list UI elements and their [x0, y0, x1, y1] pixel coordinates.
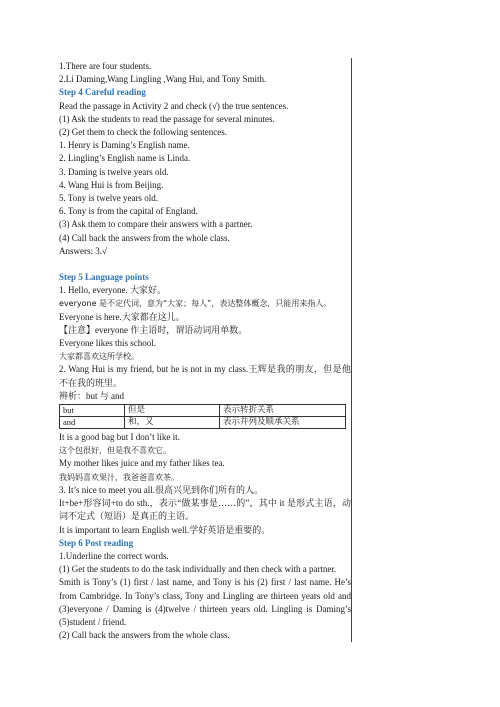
step5-line: 辨析：but 与 and — [59, 390, 124, 401]
step6-line: (2) Call back the answers from the whole class. — [59, 630, 230, 641]
step6-line: 1.Underline the correct words. — [59, 550, 169, 561]
step4-line: 2. Lingling’s English name is Linda. — [59, 153, 191, 164]
step5-heading: Step 5 Language points — [59, 272, 149, 283]
table-cell: 但是 — [125, 405, 220, 417]
step6-line: (1) Get the students to do the task individually and then check with a partner. — [59, 564, 337, 575]
step4-line: Read the passage in Activity 2 and check (√) the true sentences. — [59, 100, 289, 111]
but-and-table — [59, 404, 346, 429]
answer-line-1: 1.There are four students. — [59, 61, 152, 71]
step4-line: (3) Ask them to compare their answers with a partner. — [59, 219, 253, 230]
step5-line: It is a good bag but I don’t like it. — [59, 432, 180, 443]
step4-line: 3. Daming is twelve years old. — [59, 166, 169, 177]
step5-line: 我妈妈喜欢果汁，我爸爸喜欢茶。 — [59, 472, 179, 482]
step4-line: (4) Call back the answers from the whole class. — [59, 232, 230, 243]
step5-line: everyone 是不定代词，意为“大家；每人”，表达整体概念，只能用来指人。 — [59, 299, 332, 309]
table-row — [60, 417, 346, 429]
answer-line-2: 2.Li Daming,Wang Lingling ,Wang Hui, and Tony Smith. — [59, 74, 267, 85]
step4-answers: Answers: 3.√ — [59, 245, 107, 256]
step5-line: My mother likes juice and my father likes tea. — [59, 458, 225, 469]
step5-line: Everyone likes this school. — [59, 338, 156, 349]
step4-line: 4. Wang Hui is from Beijing. — [59, 179, 164, 190]
table-cell: 和，又 — [125, 417, 220, 429]
step5-line: 2. Wang Hui is my friend, but he is not in my class.王辉是我的朋友，但是他不在我的班里。 — [59, 364, 351, 388]
step4-line: 5. Tony is twelve years old. — [59, 193, 158, 204]
step5-line: 1. Hello, everyone. 大家好。 — [59, 285, 166, 296]
step6-heading: Step 6 Post reading — [59, 537, 134, 548]
step4-line: 1. Henry is Daming’s English name. — [59, 140, 190, 151]
step4-line: 6. Tony is from the capital of England. — [59, 206, 198, 217]
step5-line: 3. It’s nice to meet you all.很高兴见到你们所有的人。 — [59, 484, 263, 495]
step5-line: 这个包很好，但是我不喜欢它。 — [59, 446, 171, 456]
step4-heading: Step 4 Careful reading — [59, 87, 146, 98]
right-margin-rule — [351, 58, 352, 642]
step5-line: Everyone is here.大家都在这儿。 — [59, 311, 185, 322]
step5-line: It is important to learn English well.学好英语是重要的。 — [59, 524, 271, 535]
step6-passage: Smith is Tony’s (1) first / last name, and Tony is his (2) first / last name. He’s from Cambridge. In Tony’s class, Tony and Lingling are thirteen years old and (3)everyone / Daming is (4)twelve / thirteen years old. Lingling is Daming’s (5)student / friend. — [59, 577, 351, 627]
step5-note: 【注意】everyone 作主语时，谓语动词用单数。 — [59, 324, 248, 335]
table-cell: and — [60, 417, 125, 429]
step5-line: It+be+形容词+to do sth.，表示“做某事是……的”，其中 it 是形式主语，动词不定式（短语）是真正的主语。 — [59, 498, 351, 522]
table-cell: 表示并列及顺承关系 — [220, 417, 346, 429]
table-cell: but — [60, 405, 125, 417]
table-cell: 表示转折关系 — [220, 405, 346, 417]
step4-line: (2) Get them to check the following sentences. — [59, 127, 227, 138]
step5-line: 大家都喜欢这所学校。 — [59, 352, 139, 362]
table-row — [60, 405, 346, 417]
step4-line: (1) Ask the students to read the passage for several minutes. — [59, 113, 275, 124]
document-body — [59, 60, 351, 642]
